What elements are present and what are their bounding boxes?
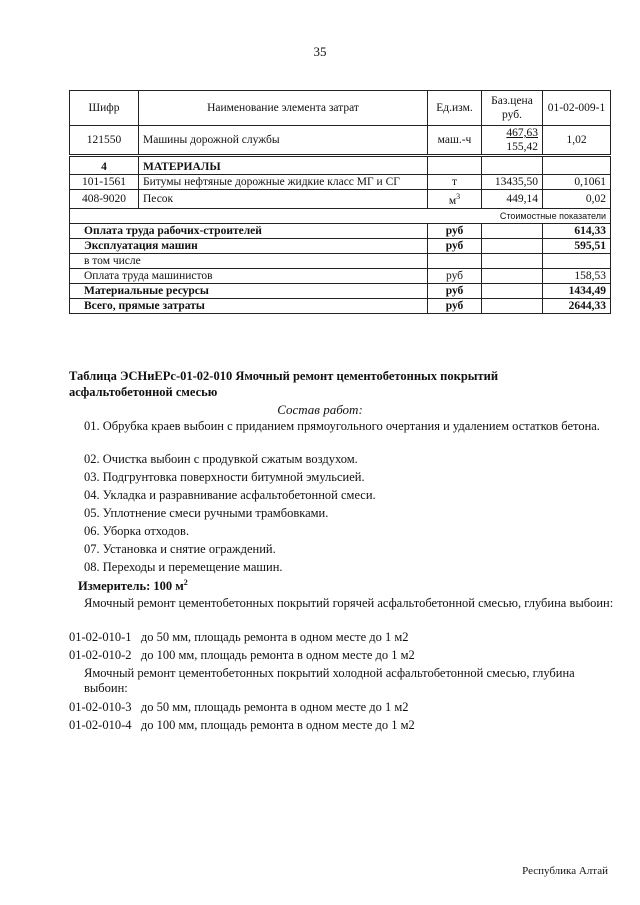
- norm-text: до 100 мм, площадь ремонта в одном месте до 1 м2: [140, 718, 415, 732]
- work-item: 03. Подгрунтовка поверхности битумной эмульсией.: [84, 470, 365, 484]
- materials-section-name: МАТЕРИАЛЫ: [139, 156, 428, 175]
- hot-intro: Ямочный ремонт цементобетонных покрытий горячей асфальтобетонной смесью, глубина выбоин:: [84, 596, 614, 610]
- table-caption: [69, 368, 609, 400]
- work-item: 04. Укладка и разравнивание асфальтобетонной смеси.: [84, 488, 376, 502]
- header-code: Шифр: [70, 91, 139, 126]
- machines-price2: 155,42: [506, 141, 538, 153]
- material-unit-sup: 3: [456, 192, 461, 201]
- material-name: Песок: [139, 190, 428, 209]
- norm-item: [69, 648, 415, 663]
- norm-item: [69, 718, 415, 733]
- total-unit: руб: [428, 238, 482, 253]
- header-price-line2: руб.: [502, 109, 522, 121]
- composition-title: Состав работ:: [277, 402, 363, 417]
- cost-indicators-label: Стоимостные показатели: [70, 208, 611, 223]
- table-row-material: [70, 190, 611, 209]
- material-price: 13435,50: [482, 175, 543, 190]
- machines-name: Машины дорожной службы: [139, 126, 428, 156]
- header-unit: Ед.изм.: [428, 91, 482, 126]
- total-value: 2644,33: [543, 298, 611, 313]
- header-name: Наименование элемента затрат: [139, 91, 428, 126]
- work-item: 01. Обрубка краев выбоин с приданием прямоугольного очертания и удалением остатков бетона.: [84, 419, 600, 433]
- norm-code: 01-02-010-2: [69, 648, 132, 662]
- table-header-row: [70, 91, 611, 126]
- norm-code: 01-02-010-3: [69, 700, 132, 714]
- measure-label: Измеритель: 100 м: [78, 579, 184, 594]
- total-name: Оплата труда рабочих-строителей: [70, 223, 428, 238]
- total-value: 614,33: [543, 223, 611, 238]
- work-item: 02. Очистка выбоин с продувкой сжатым воздухом.: [84, 452, 358, 466]
- total-name: Эксплуатация машин: [70, 238, 428, 253]
- header-price: [482, 91, 543, 126]
- total-name: Оплата труда машинистов: [70, 268, 428, 283]
- machines-price: [482, 126, 543, 156]
- header-price-line1: Баз.цена: [491, 95, 533, 107]
- resource-table: [69, 90, 611, 314]
- machines-norm: 1,02: [543, 126, 611, 156]
- work-item: 08. Переходы и перемещение машин.: [84, 560, 283, 574]
- material-unit-base: м: [448, 194, 457, 207]
- total-row: [70, 238, 611, 253]
- material-price: 449,14: [482, 190, 543, 209]
- work-item: 07. Установка и снятие ограждений.: [84, 542, 276, 556]
- norm-item: [69, 630, 409, 645]
- total-unit: руб: [428, 298, 482, 313]
- page-number: 35: [313, 44, 327, 59]
- table-row-cost-indicators: [70, 208, 611, 223]
- total-value: 595,51: [543, 238, 611, 253]
- material-code: 101-1561: [70, 175, 139, 190]
- header-norm: 01-02-009-1: [543, 91, 611, 126]
- table-caption-line2: асфальтобетонной смесью: [69, 385, 218, 399]
- table-caption-line1: Таблица ЭСНиЕРс-01-02-010 Ямочный ремонт цементобетонных покрытий: [69, 369, 499, 383]
- total-unit: руб: [428, 283, 482, 298]
- total-value: 1434,49: [543, 283, 611, 298]
- norm-text: до 50 мм, площадь ремонта в одном месте до 1 м2: [140, 700, 409, 714]
- material-name: Битумы нефтяные дорожные жидкие класс МГ и СГ: [139, 175, 428, 190]
- table-row-materials-section: [70, 156, 611, 175]
- total-row: [70, 268, 611, 283]
- total-name: Всего, прямые затраты: [70, 298, 428, 313]
- material-code: 408-9020: [70, 190, 139, 209]
- measure-unit: [78, 578, 188, 594]
- total-row: [70, 283, 611, 298]
- total-row: [70, 223, 611, 238]
- material-norm: 0,02: [543, 190, 611, 209]
- machines-code: 121550: [70, 126, 139, 156]
- material-unit: т: [428, 175, 482, 190]
- total-unit: руб: [428, 268, 482, 283]
- machines-price1: 467,63: [506, 127, 538, 139]
- norm-code: 01-02-010-4: [69, 718, 132, 732]
- total-name: Материальные ресурсы: [70, 283, 428, 298]
- materials-section-code: 4: [70, 156, 139, 175]
- table-row-material: [70, 175, 611, 190]
- work-item: 06. Уборка отходов.: [84, 524, 190, 538]
- table-row-machines: [70, 126, 611, 156]
- material-unit: [428, 190, 482, 209]
- cold-intro: Ямочный ремонт цементобетонных покрытий холодной асфальтобетонной смесью, глубина выбоин:: [84, 666, 575, 695]
- material-norm: 0,1061: [543, 175, 611, 190]
- total-unit: руб: [428, 223, 482, 238]
- total-row: [70, 253, 611, 268]
- footer-region: Республика Алтай: [522, 865, 608, 877]
- work-item: 05. Уплотнение смеси ручными трамбовками.: [84, 506, 329, 520]
- total-row: [70, 298, 611, 313]
- total-value: 158,53: [543, 268, 611, 283]
- norm-text: до 50 мм, площадь ремонта в одном месте до 1 м2: [140, 630, 409, 644]
- total-name: в том числе: [70, 253, 428, 268]
- norm-item: [69, 700, 409, 715]
- norm-code: 01-02-010-1: [69, 630, 132, 644]
- measure-sup: 2: [183, 578, 188, 587]
- machines-unit: маш.-ч: [428, 126, 482, 156]
- norm-text: до 100 мм, площадь ремонта в одном месте до 1 м2: [140, 648, 415, 662]
